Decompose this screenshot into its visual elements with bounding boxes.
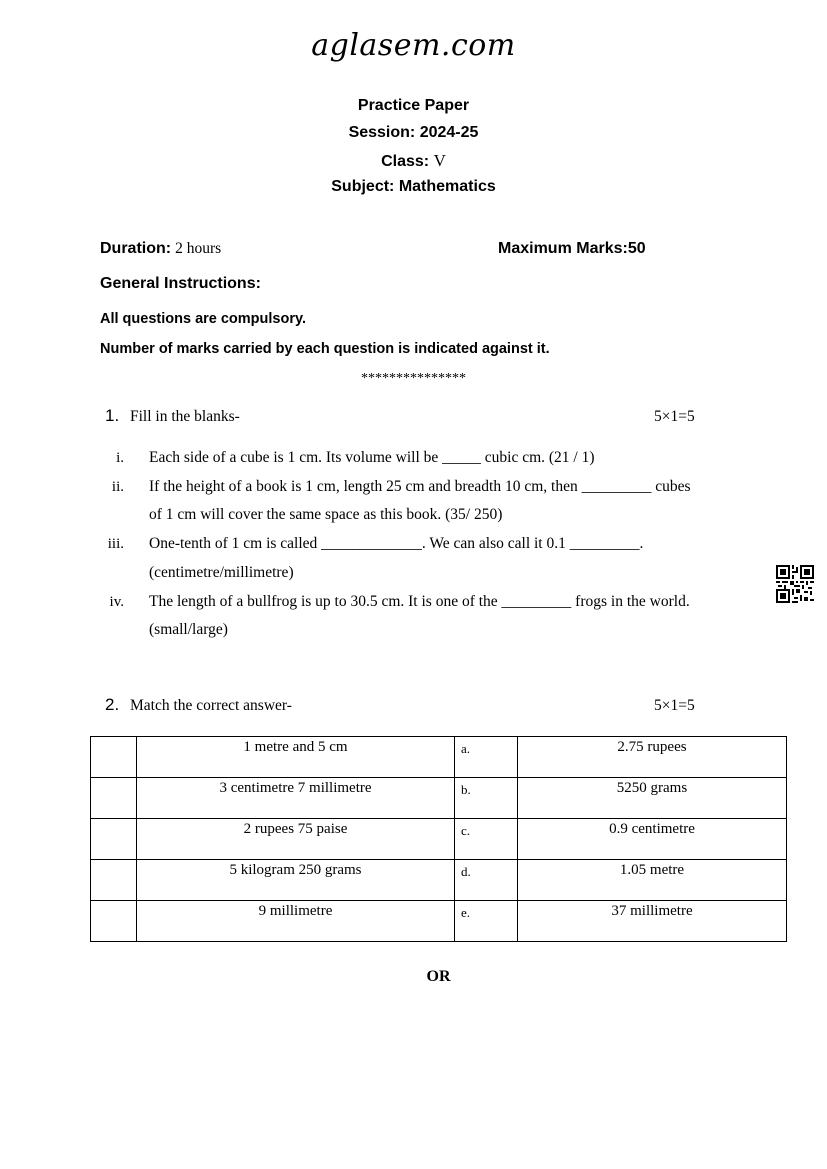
- q1-item-ii-roman: ii.: [111, 479, 124, 495]
- option-letter: b.: [455, 778, 518, 819]
- maximum-marks: Maximum Marks:50: [498, 240, 646, 257]
- left-column-cell: 9 millimetre: [137, 901, 455, 942]
- separator-stars: ***************: [361, 371, 466, 386]
- left-column-cell: 1 metre and 5 cm: [137, 737, 455, 778]
- subject-label: Subject:: [331, 178, 395, 195]
- question-1-title: Fill in the blanks-: [130, 408, 240, 425]
- instruction-item: Number of marks carried by each question is indicated against it.: [100, 341, 550, 357]
- session-line: [0, 124, 827, 142]
- q1-item-i-text: Each side of a cube is 1 cm. Its volume will be _____ cubic cm. (21 / 1): [149, 449, 595, 466]
- right-column-cell: 37 millimetre: [518, 901, 787, 942]
- right-column-cell: 1.05 metre: [518, 860, 787, 901]
- instructions-heading: General Instructions:: [100, 275, 261, 292]
- row-blank-cell: [91, 737, 137, 778]
- or-divider: OR: [426, 968, 451, 985]
- q1-item-iii-text: One-tenth of 1 cm is called _____________. We can also call it 0.1 _________.: [149, 535, 644, 552]
- q1-item-iii-text-cont: (centimetre/millimetre): [149, 564, 294, 581]
- q1-item-ii-text-cont: of 1 cm will cover the same space as this book. (35/ 250): [149, 506, 503, 523]
- table-row: [91, 819, 787, 860]
- question-2-title: Match the correct answer-: [130, 697, 292, 714]
- right-column-cell: 2.75 rupees: [518, 737, 787, 778]
- option-letter: d.: [455, 860, 518, 901]
- left-column-cell: 5 kilogram 250 grams: [137, 860, 455, 901]
- q1-item-iv-text-cont: (small/large): [149, 621, 228, 638]
- session-label: Session:: [348, 124, 416, 141]
- left-column-cell: 3 centimetre 7 millimetre: [137, 778, 455, 819]
- table-row: [91, 901, 787, 942]
- q1-item-iv-roman: iv.: [109, 594, 124, 610]
- question-1-marks: 5×1=5: [654, 408, 695, 425]
- q1-item-iii-roman: iii.: [107, 536, 124, 552]
- right-column-cell: 5250 grams: [518, 778, 787, 819]
- instruction-item: All questions are compulsory.: [100, 311, 307, 327]
- site-logo: aglasem.com: [311, 28, 516, 63]
- row-blank-cell: [91, 901, 137, 942]
- class-line: [0, 151, 827, 171]
- q1-item-i-roman: i.: [116, 450, 124, 466]
- option-letter: c.: [455, 819, 518, 860]
- class-label: Class:: [381, 153, 430, 170]
- session-value: 2024-25: [419, 124, 479, 141]
- left-column-cell: 2 rupees 75 paise: [137, 819, 455, 860]
- qr-code-icon: [776, 565, 814, 603]
- row-blank-cell: [91, 778, 137, 819]
- q1-item-iv-text: The length of a bullfrog is up to 30.5 cm. It is one of the _________ frogs in the world.: [149, 593, 690, 610]
- row-blank-cell: [91, 819, 137, 860]
- match-table: [90, 736, 787, 942]
- table-row: [91, 860, 787, 901]
- option-letter: a.: [455, 737, 518, 778]
- question-2-marks: 5×1=5: [654, 697, 695, 714]
- option-letter: e.: [455, 901, 518, 942]
- duration-label: Duration:: [100, 240, 172, 257]
- table-row: [91, 737, 787, 778]
- class-value: V: [433, 151, 446, 170]
- table-row: [91, 778, 787, 819]
- subject-line: [0, 178, 827, 196]
- paper-title: Practice Paper: [357, 97, 470, 114]
- question-1-number: 1.: [105, 406, 120, 425]
- q1-item-ii-text: If the height of a book is 1 cm, length 25 cm and breadth 10 cm, then _________ cubes: [149, 478, 691, 495]
- row-blank-cell: [91, 860, 137, 901]
- duration-value: 2 hours: [175, 240, 222, 257]
- question-2-number: 2.: [105, 695, 120, 714]
- duration-line: [100, 240, 221, 258]
- right-column-cell: 0.9 centimetre: [518, 819, 787, 860]
- subject-value: Mathematics: [398, 178, 496, 195]
